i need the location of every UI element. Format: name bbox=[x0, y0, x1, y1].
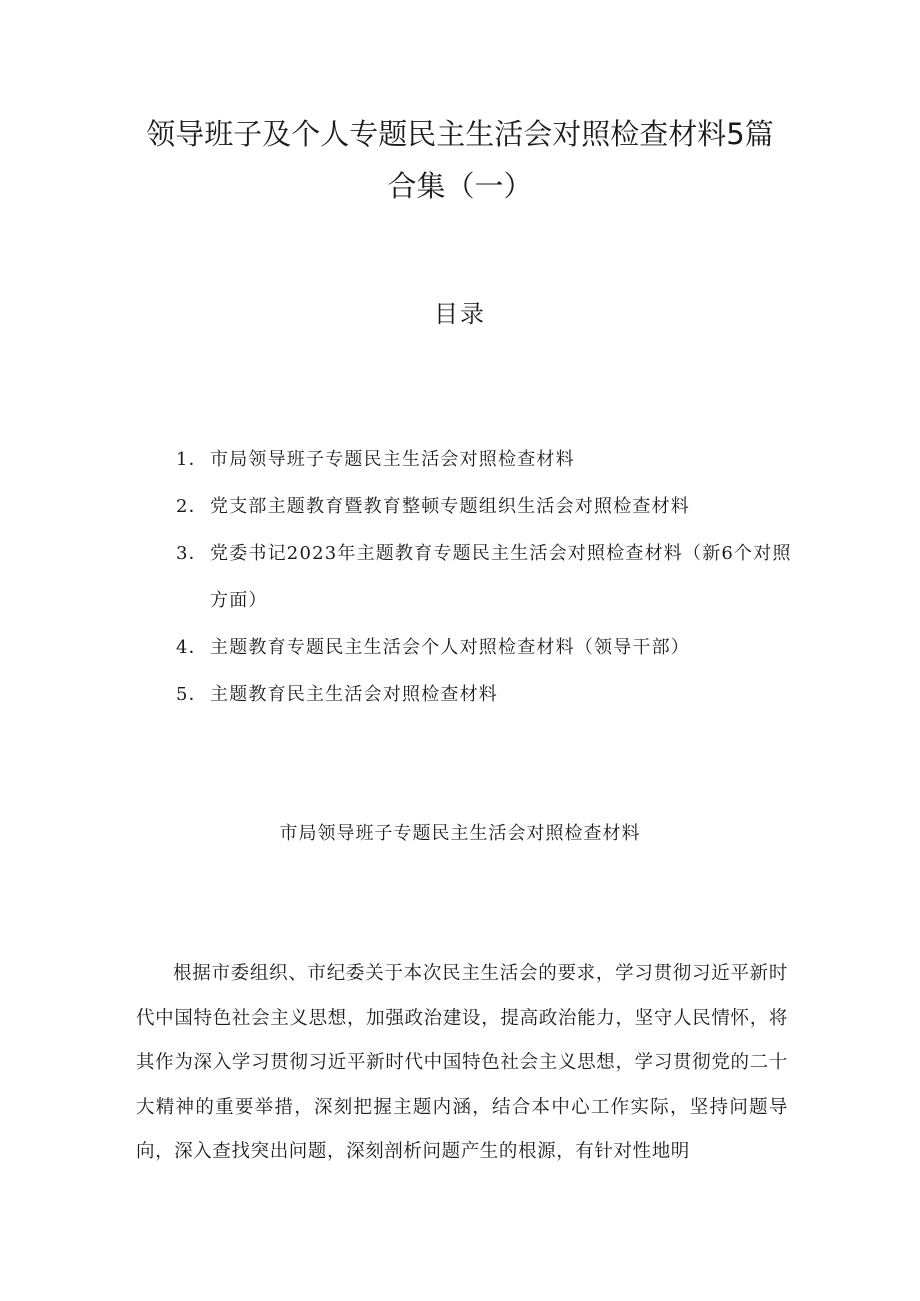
table-of-contents bbox=[176, 436, 796, 718]
toc-item-text: 党支部主题教育暨教育整顿专题组织生活会对照检查材料 bbox=[210, 496, 690, 517]
toc-item-number: 1． bbox=[176, 449, 208, 470]
toc-item bbox=[176, 624, 796, 671]
toc-item-number: 5． bbox=[176, 684, 208, 705]
toc-heading: 目录 bbox=[434, 300, 486, 328]
toc-item-number: 4． bbox=[176, 637, 208, 658]
toc-item bbox=[176, 436, 796, 483]
toc-item-number: 2． bbox=[176, 496, 208, 517]
toc-item bbox=[176, 671, 796, 718]
section-title: 市局领导班子专题民主生活会对照检查材料 bbox=[279, 823, 641, 844]
toc-item-number: 3． bbox=[176, 543, 208, 564]
toc-item-text: 党委书记2023年主题教育专题民主生活会对照检查材料（新6个对照方面） bbox=[210, 543, 792, 611]
toc-item-text: 主题教育专题民主生活会个人对照检查材料（领导干部） bbox=[210, 637, 690, 658]
toc-item bbox=[176, 530, 796, 624]
toc-item-text: 主题教育民主生活会对照检查材料 bbox=[210, 684, 498, 705]
toc-item-text: 市局领导班子专题民主生活会对照检查材料 bbox=[210, 449, 575, 470]
document-title: 领导班子及个人专题民主生活会对照检查材料5篇合集（一） bbox=[146, 117, 774, 203]
toc-item bbox=[176, 483, 796, 530]
body-paragraph: 根据市委组织、市纪委关于本次民主生活会的要求，学习贯彻习近平新时代中国特色社会主义思想，加强政治建设，提高政治能力，坚守人民情怀，将其作为深入学习贯彻习近平新时代中国特色社会主义思想，学习贯彻党的二十大精神的重要举措，深刻把握主题内涵，结合本中心工作实际，坚持问题导向，深入查找突出问题，深刻剖析问题产生的根源，有针对性地明 bbox=[136, 963, 788, 1162]
